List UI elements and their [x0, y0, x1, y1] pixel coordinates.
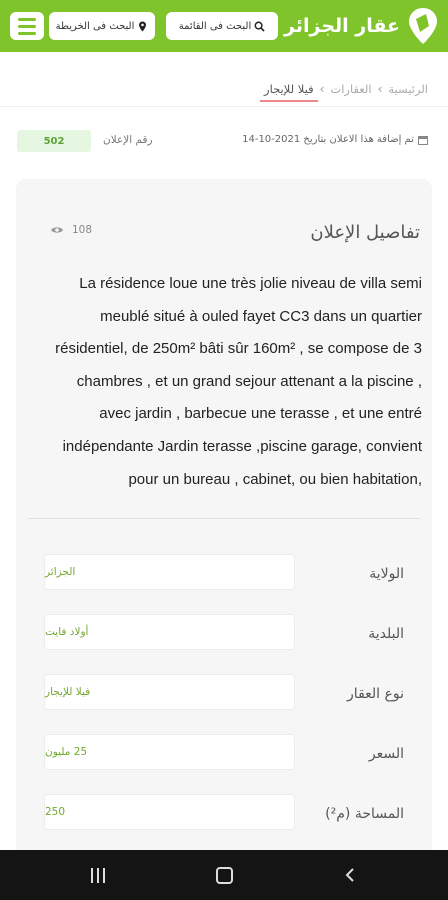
description-line: chambres , et un grand sejour attenant a la piscine ,: [76, 372, 422, 390]
app-header: [0, 0, 448, 52]
field-label-area: المساحة (م²): [325, 806, 404, 822]
views-count: [50, 224, 92, 236]
ad-number-label: رقم الإعلان: [103, 134, 153, 146]
breadcrumb-properties[interactable]: العقارات: [330, 82, 372, 96]
ad-date: [242, 134, 428, 145]
description-line: résidentiel, de 250m² bâti sûr 160m² , se compose de 3: [55, 340, 422, 358]
breadcrumb-current: فيلا للإيجار: [264, 82, 314, 102]
views-number: 108: [72, 224, 93, 236]
menu-icon-bar: [18, 18, 36, 21]
ad-description: [30, 268, 422, 496]
field-value-area: 250: [44, 794, 295, 830]
chevron-left-icon: ›: [319, 82, 325, 96]
home-icon[interactable]: [214, 865, 234, 885]
breadcrumb-home[interactable]: الرئيسية: [388, 82, 428, 96]
divider: [28, 518, 420, 519]
search-map-button[interactable]: [49, 12, 155, 40]
description-line: avec jardin , barbecue une terasse , et une entré: [99, 405, 422, 423]
recent-apps-icon[interactable]: [88, 865, 108, 885]
recent-apps-bar: [91, 868, 93, 883]
calendar-icon: [418, 135, 428, 145]
eye-icon: [50, 225, 64, 235]
description-line: indépendante Jardin terasse ,piscine garage, convient: [62, 437, 422, 455]
search-list-button[interactable]: [166, 12, 278, 40]
field-value-wilaya: الجزائر: [44, 554, 295, 590]
search-icon: [254, 21, 265, 32]
ad-number-badge: 502: [17, 130, 91, 152]
field-value-property-type: فيلا للإيجار: [44, 674, 295, 710]
menu-icon-bar: [18, 32, 36, 35]
home-icon-shape: [216, 867, 233, 884]
field-label-commune: البلدية: [368, 626, 404, 642]
divider: [0, 106, 448, 107]
ad-date-text: تم إضافة هذا الاعلان بتاريخ 2021-10-14: [242, 134, 414, 145]
chevron-left-icon: ›: [377, 82, 383, 96]
back-arrow-icon: [344, 867, 356, 883]
logo-icon: [406, 6, 440, 46]
details-title: تفاصيل الإعلان: [310, 222, 420, 243]
recent-apps-bar: [103, 868, 105, 883]
breadcrumb: [264, 76, 428, 102]
description-line: La résidence loue une très jolie niveau de villa semi: [79, 275, 422, 292]
field-label-property-type: نوع العقار: [347, 686, 404, 702]
search-list-label: البحث فى القائمة: [178, 20, 252, 32]
field-value-commune: أولاد فايت: [44, 614, 295, 650]
description-line: meublé situé à ouled fayet CC3 dans un quartier: [100, 307, 422, 325]
search-map-label: البحث فى الخريطة: [55, 20, 135, 32]
brand-title: عقار الجزائر: [284, 15, 400, 37]
brand[interactable]: [284, 6, 440, 46]
field-value-price: 25 مليون: [44, 734, 295, 770]
field-label-wilaya: الولاية: [369, 566, 404, 582]
description-line: pour un bureau , cabinet, ou bien habitation,: [128, 470, 422, 488]
field-label-price: السعر: [368, 746, 404, 762]
menu-button[interactable]: [10, 12, 44, 40]
system-nav-bar: [0, 850, 448, 900]
recent-apps-bar: [97, 868, 99, 883]
map-pin-icon: [137, 21, 148, 32]
menu-icon-bar: [18, 25, 36, 28]
back-icon[interactable]: [340, 865, 360, 885]
